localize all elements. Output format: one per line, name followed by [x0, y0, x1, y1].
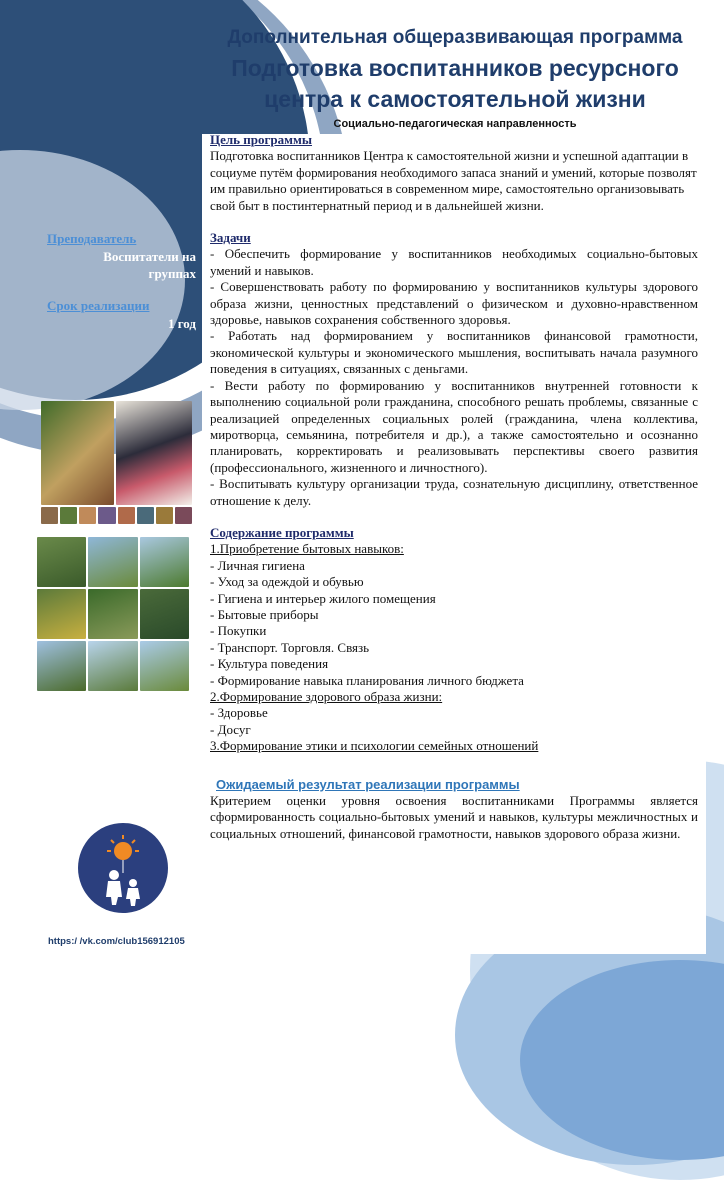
list-item: - Уход за одеждой и обувью	[210, 574, 364, 590]
task-item: - Обеспечить формирование у воспитанников необходимых социально-бытовых умений и навыков.	[210, 246, 698, 278]
goal-text: Подготовка воспитанников Центра к самостоятельной жизни и успешной адаптации в социуме путём формирования необходимого запаса знаний и умений, которые позволят им правильно ориентироваться в современном мире, самостоятельно организовывать свой быт в постинтернатный период и в дальнейшей жизни.	[210, 148, 697, 213]
list-item: - Гигиена и интерьер жилого помещения	[210, 590, 436, 606]
term-value: 1 год	[167, 316, 196, 331]
photo	[137, 507, 154, 524]
list-item: - Личная гигиена	[210, 557, 305, 573]
photo	[98, 507, 115, 524]
list-item: - Культура поведения	[210, 656, 329, 672]
teacher-value-2: группах	[148, 266, 196, 281]
list-item: - Покупки	[210, 623, 267, 639]
header-title-line-2: центра к самостоятельной жизни	[264, 86, 646, 112]
photo	[116, 401, 192, 505]
tasks-title: Задачи	[210, 230, 251, 246]
photo	[37, 537, 86, 587]
list-item: - Формирование навыка планирования личного бюджета	[210, 672, 524, 688]
photo	[37, 641, 86, 691]
task-item: - Вести работу по формированию у воспитанников внутренней готовности к выполнению социальной роли гражданина, способного решать проблемы, связанные с реализацией определенных социальных ролей (гражданина, члена коллектива, миротворца, семьянина, потребителя и др.), а также самостоятельно и осознанно планировать, корректировать и реализовывать перспективы своего развития (профессионального, жизненного и личностного).	[210, 377, 698, 475]
photo-collage-bottom	[37, 537, 189, 691]
photo-collage-top	[41, 401, 192, 524]
photo	[41, 507, 58, 524]
content-section-1: 1.Приобретение бытовых навыков:	[210, 541, 404, 557]
photo	[140, 641, 189, 691]
photo	[79, 507, 96, 524]
header-title-line-1: Подготовка воспитанников ресурсного	[231, 55, 679, 81]
photo	[41, 401, 114, 505]
main-content	[210, 132, 698, 842]
teacher-label: Преподаватель	[47, 231, 137, 246]
list-item: - Транспорт. Торговля. Связь	[210, 639, 370, 655]
goal-title: Цель программы	[210, 132, 313, 147]
photo	[140, 589, 189, 639]
task-item: - Совершенствовать работу по формированию у воспитанников культуры здорового образа жизни, ценностных представлений о физическом и духовно-нравственном здоровье, навыков сохранения собственного здоровья.	[210, 279, 698, 328]
photo	[88, 537, 137, 587]
task-item: - Работать над формированием у воспитанников финансовой грамотности, экономической культуры и экономического мышления, воспитывать начала разумного поведения в ситуациях, связанных с деньгами.	[210, 328, 698, 377]
list-item: - Здоровье	[210, 705, 268, 721]
logo-family-sun-icon	[78, 823, 168, 913]
expected-title: Ожидаемый результат реализации программы	[216, 776, 520, 792]
list-item: - Бытовые приборы	[210, 606, 319, 622]
photo	[175, 507, 192, 524]
page-header	[200, 26, 710, 130]
task-item: - Воспитывать культуру организации труда, сознательную дисциплину, ответственное отношение к делу.	[210, 476, 698, 508]
content-section-3: 3.Формирование этики и психологии семейных отношений	[210, 738, 539, 754]
content-section-2: 2.Формирование здорового образа жизни:	[210, 689, 443, 704]
expected-text: Критерием оценки уровня освоения воспитанниками Программы является сформированность социально-бытовых умений и навыков, культуры межличностных и социальных отношений, финансовой грамотности, навыков здорового образа жизни.	[210, 793, 698, 841]
photo	[88, 641, 137, 691]
term-label: Срок реализации	[47, 298, 150, 313]
list-item: - Досуг	[210, 721, 251, 737]
header-line-1: Дополнительная общеразвивающая программа	[227, 27, 683, 48]
photo	[140, 537, 189, 587]
teacher-value-1: Воспитатели на	[103, 249, 196, 264]
header-subtitle: Социально-педагогическая направленность	[333, 118, 577, 130]
photo	[60, 507, 77, 524]
content-title: Содержание программы	[210, 524, 354, 540]
photo	[156, 507, 173, 524]
photo	[37, 589, 86, 639]
photo	[88, 589, 137, 639]
vk-link[interactable]: https:/ /vk.com/club156912105	[48, 936, 185, 947]
photo	[118, 507, 135, 524]
